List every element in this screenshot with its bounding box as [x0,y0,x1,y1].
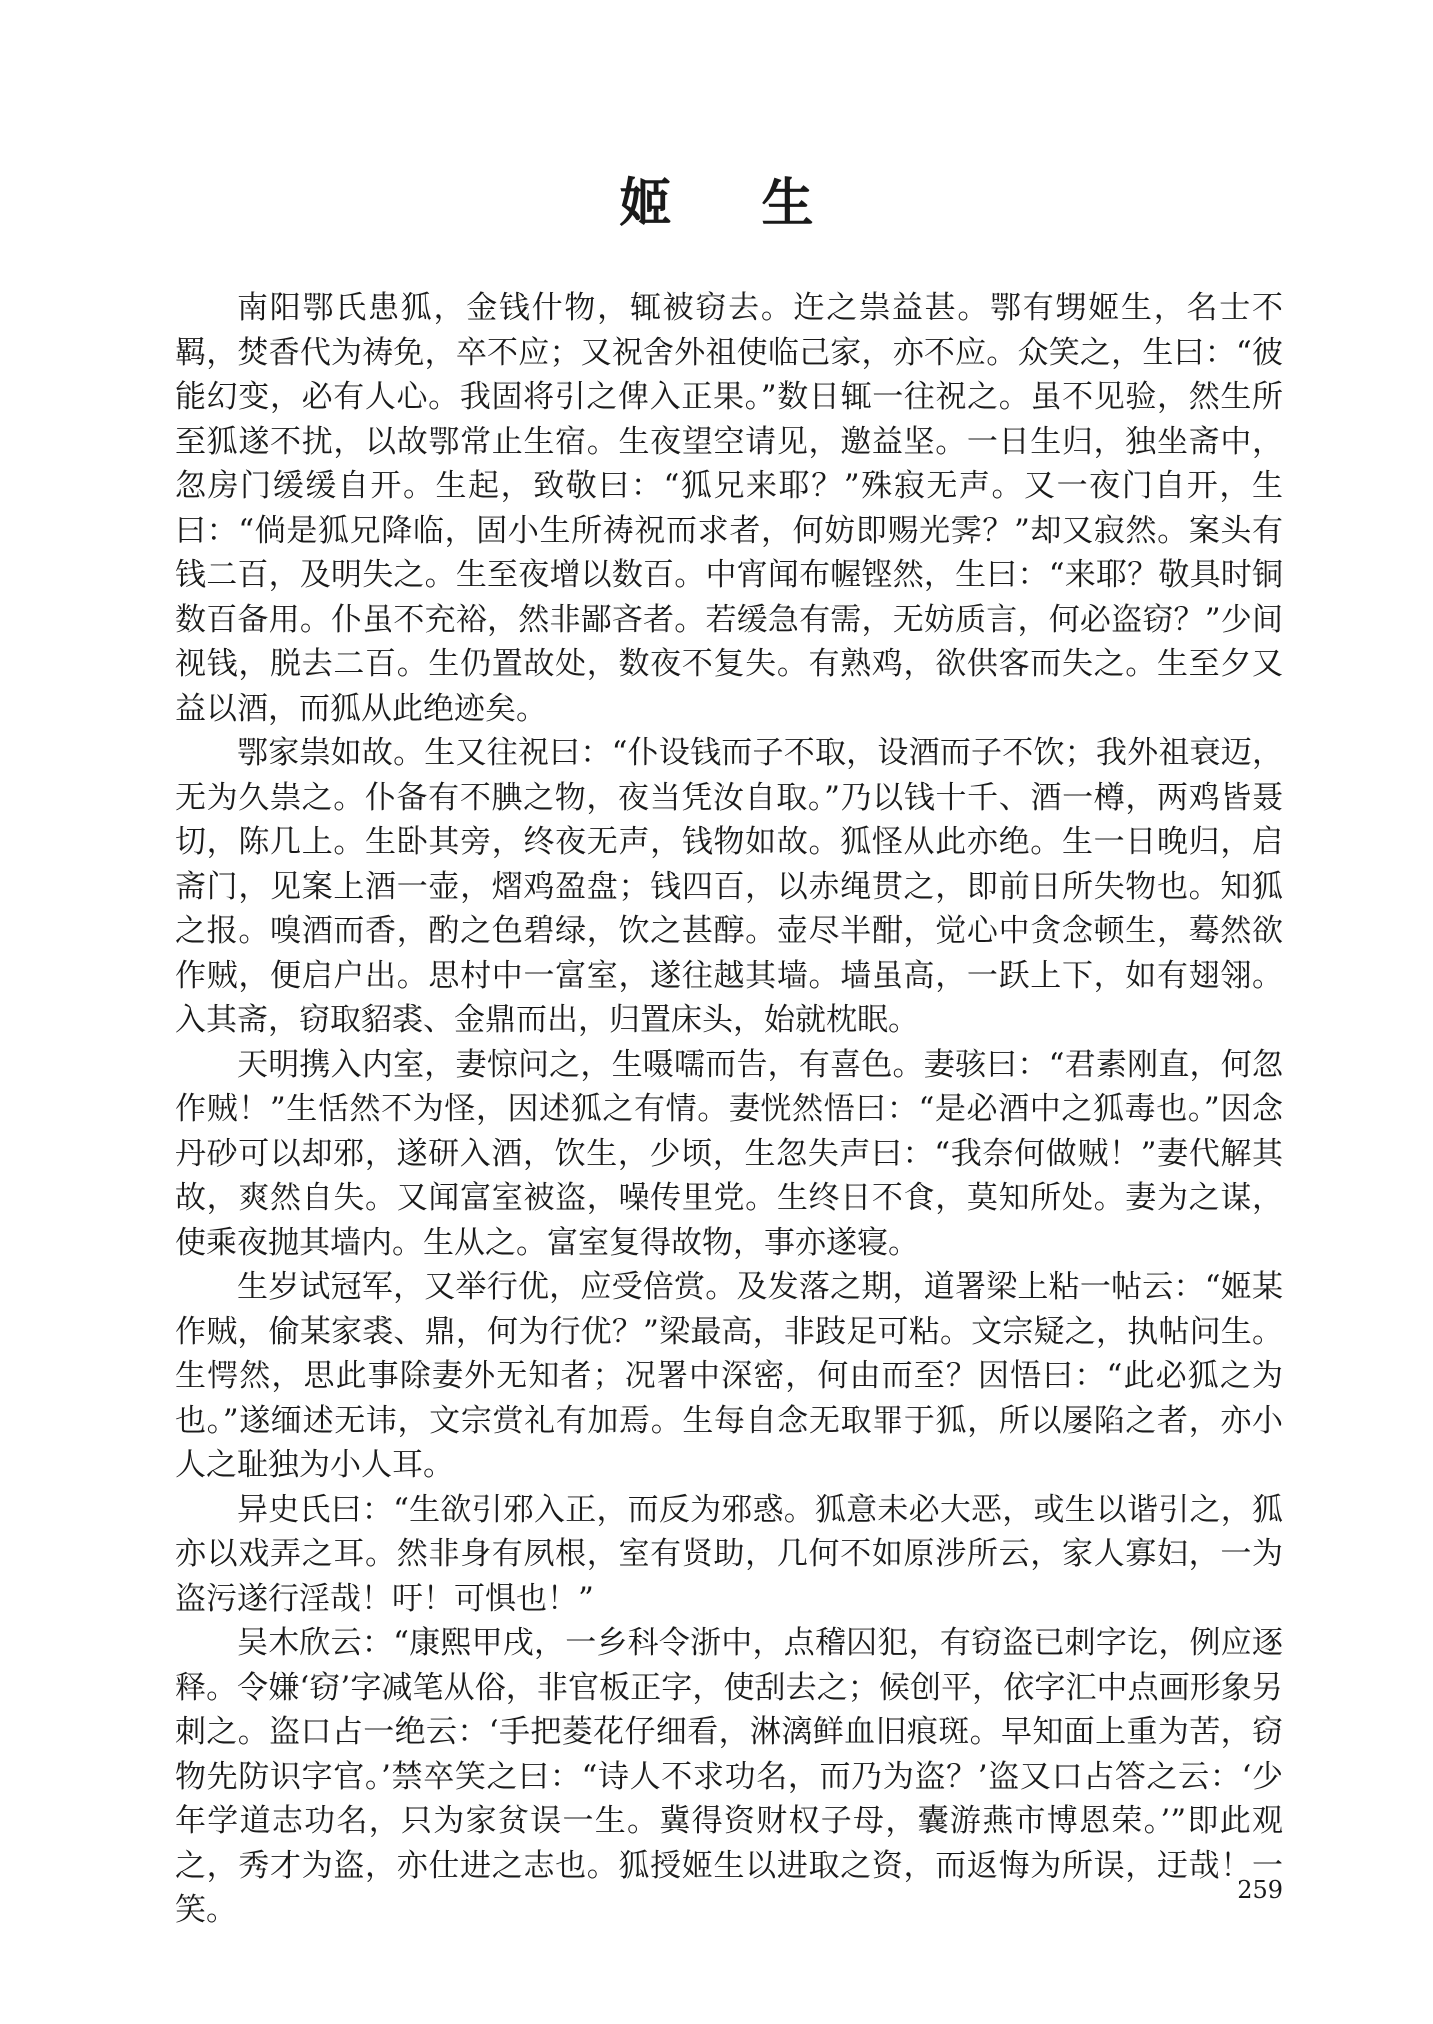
chapter-body [175,286,1283,1933]
paragraph-4: 生岁试冠军，又举行优，应受倍赏。及发落之期，道署梁上粘一帖云：“姬某作贼，偷某家裘、鼎，何为行优？”梁最高，非跂足可粘。文宗疑之，执帖问生。生愕然，思此事除妻外无知者；况署中深密，何由而至？因悟曰：“此必狐之为也。”遂缅述无讳，文宗赏礼有加焉。生每自念无取罪于狐，所以屡陷之者，亦小人之耻独为小人耳。 [175,1269,1283,1483]
chapter-title: 姬 生 [619,173,850,234]
paragraph-3: 天明携入内室，妻惊问之，生嗫嚅而告，有喜色。妻骇曰：“君素刚直，何忽作贼！”生恬然不为怪，因述狐之有情。妻恍然悟曰：“是必酒中之狐毒也。”因念丹砂可以却邪，遂研入酒，饮生，少顷，生忽失声曰：“我奈何做贼！”妻代解其故，爽然自失。又闻富室被盗，噪传里党。生终日不食，莫知所处。妻为之谋，使乘夜抛其墙内。生从之。富室复得故物，事亦遂寝。 [175,1046,1283,1261]
page-number: 259 [1237,1876,1283,1904]
paragraph-note: 吴木欣云：“康熙甲戌，一乡科令浙中，点稽囚犯，有窃盗已刺字讫，例应逐释。令嫌‘窃’字减笔从俗，非官板正字，使刮去之；候创平，依字汇中点画形象另刺之。盗口占一绝云：‘手把菱花仔细看，淋漓鲜血旧痕斑。早知面上重为苦，窃物先防识字官。’禁卒笑之曰：“诗人不求功名，而乃为盗？’盗又口占答之云：‘少年学道志功名，只为家贫误一生。冀得资财权子母，囊游燕市博恩荣。’”即此观之，秀才为盗，亦仕进之志也。狐授姬生以进取之资，而返悔为所误，迂哉！一笑。 [175,1625,1283,1928]
paragraph-1: 南阳鄂氏患狐，金钱什物，辄被窃去。迕之祟益甚。鄂有甥姬生，名士不羁，焚香代为祷免，卒不应；又祝舍外祖使临己家，亦不应。众笑之，生曰：“彼能幻变，必有人心。我固将引之俾入正果。”数日辄一往祝之。虽不见验，然生所至狐遂不扰，以故鄂常止生宿。生夜望空请见，邀益坚。一日生归，独坐斋中，忽房门缓缓自开。生起，致敬曰：“狐兄来耶？”殊寂无声。又一夜门自开，生曰：“倘是狐兄降临，固小生所祷祝而求者，何妨即赐光霁？”却又寂然。案头有钱二百，及明失之。生至夜增以数百。中宵闻布幄铿然，生曰：“来耶？敬具时铜数百备用。仆虽不充裕，然非鄙吝者。若缓急有需，无妨质言，何必盗窃？”少间视钱，脱去二百。生仍置故处，数夜不复失。有熟鸡，欲供客而失之。生至夕又益以酒，而狐从此绝迹矣。 [175,290,1283,727]
paragraph-2: 鄂家祟如故。生又往祝曰：“仆设钱而子不取，设酒而子不饮；我外祖衰迈，无为久祟之。仆备有不腆之物，夜当凭汝自取。”乃以钱十千、酒一樽，两鸡皆聂切，陈几上。生卧其旁，终夜无声，钱物如故。狐怪从此亦绝。生一日晚归，启斋门，见案上酒一壶，熠鸡盈盘；钱四百，以赤绳贯之，即前日所失物也。知狐之报。嗅酒而香，酌之色碧绿，饮之甚醇。壶尽半酣，觉心中贪念顿生，蓦然欲作贼，便启户出。思村中一富室，遂往越其墙。墙虽高，一跃上下，如有翅翎。入其斋，窃取貂裘、金鼎而出，归置床头，始就枕眠。 [175,735,1283,1038]
paragraph-commentary: 异史氏曰：“生欲引邪入正，而反为邪惑。狐意未必大恶，或生以谐引之，狐亦以戏弄之耳。然非身有夙根，室有贤助，几何不如原涉所云，家人寡妇，一为盗污遂行淫哉！吁！可惧也！” [175,1491,1283,1617]
